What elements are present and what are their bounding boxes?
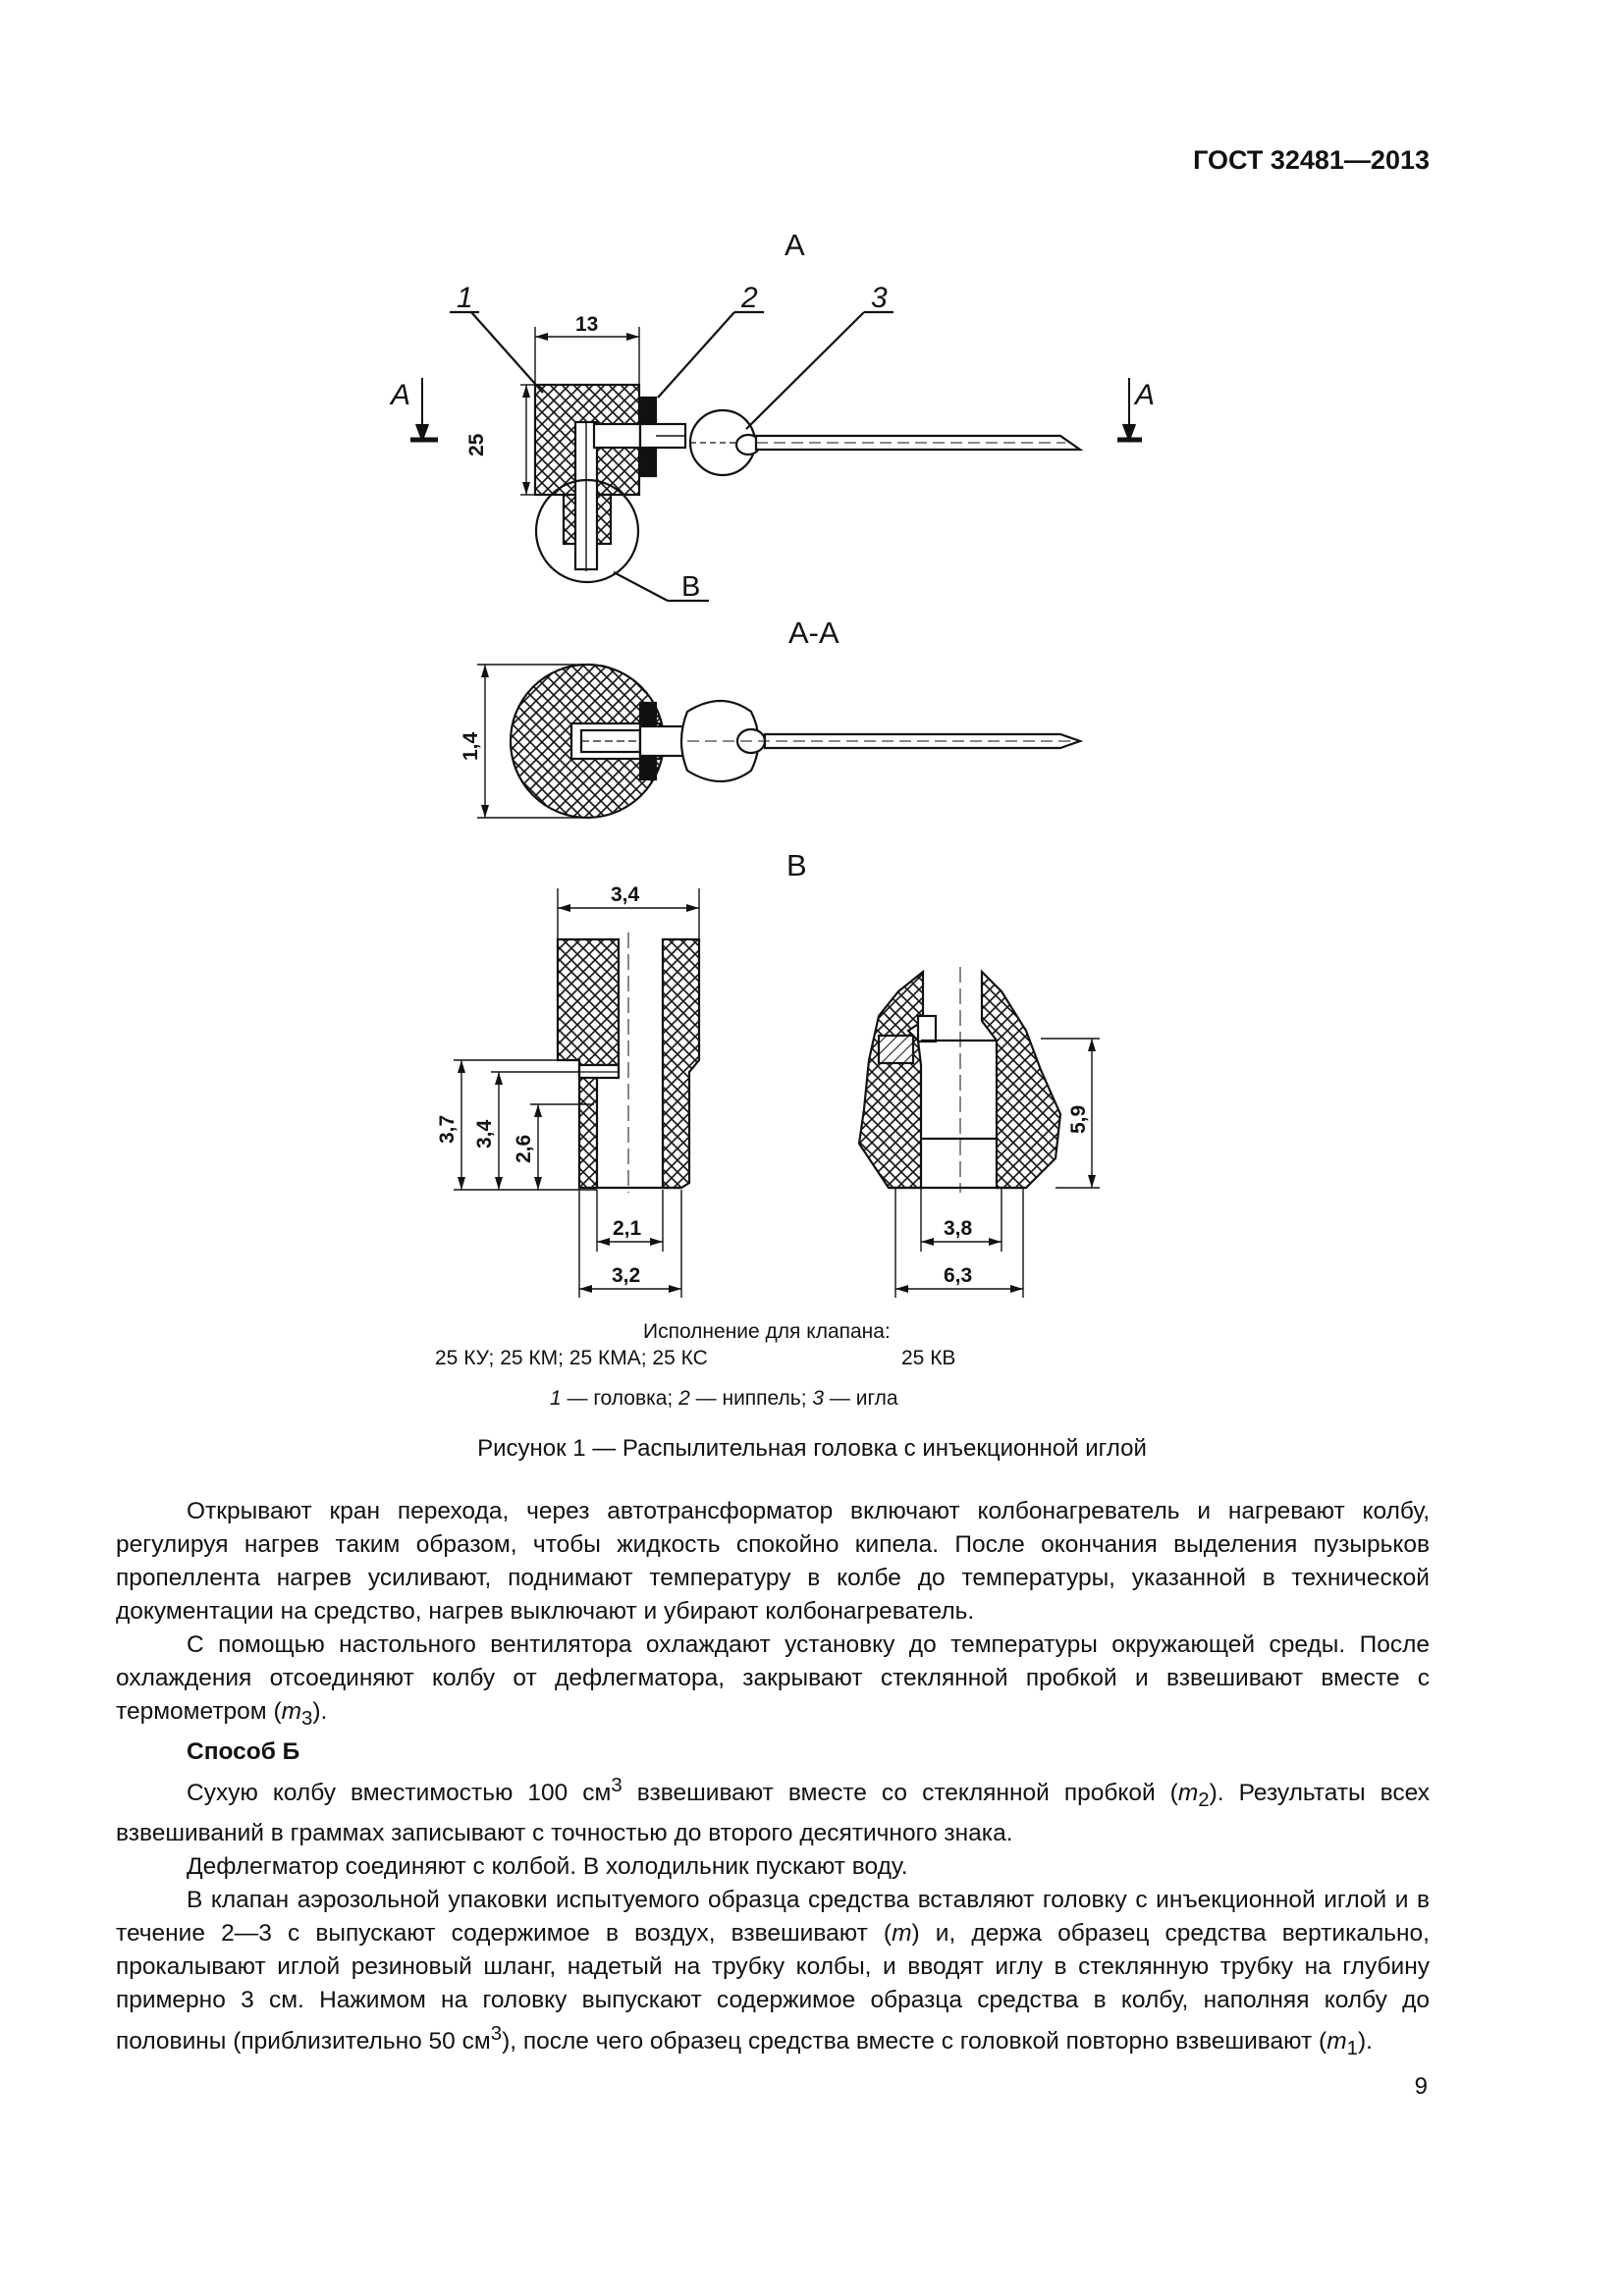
section-mark-a-right: А: [1135, 379, 1156, 411]
p3-sup: 3: [611, 1774, 623, 1796]
view-a-label: А: [785, 228, 805, 262]
b-right-body-left: [859, 972, 923, 1188]
callout-2: 2: [741, 282, 758, 314]
dim-b-inner: 2,1: [613, 1217, 642, 1240]
view-b-label: В: [786, 848, 807, 882]
figure-caption: Рисунок 1 — Распылительная головка с инъекционной иглой: [477, 1435, 1147, 1462]
dim-head-height: 25: [465, 433, 488, 456]
legend-num-3: 3: [812, 1387, 825, 1410]
b-right-body-right: [982, 972, 1060, 1188]
p5-text-a: В клапан аэрозольной упаковки испытуемого образца средства вставляют головку с инъекционной иглой и в течение 2—3 с выпускают содержимое в воздух, взвешивают (: [116, 1886, 1430, 1947]
dim-b-outer: 3,2: [612, 1264, 641, 1287]
p5-text-b: ) и, держа образец средства вертикально, прокалывают иглой резиновый шланг, надетый на трубку колбы, и вводят иглу в стеклянную трубку на глубину примерно 3 см. Нажимом на головку выпускают содержимое образца средства в колбу, наполняя колбу до половины (приблизительно 50 см: [116, 1919, 1430, 2056]
p2-var: m: [281, 1698, 302, 1725]
p5-var-1: m: [892, 1919, 912, 1947]
p3-text-c: ). Результаты всех взвешиваний в граммах записывают с точностью до второго десятичного знака.: [116, 1780, 1430, 1846]
dim-b-h3: 2,6: [513, 1134, 535, 1163]
method-b-heading: Способ Б: [187, 1737, 300, 1765]
paragraph-2: [116, 1629, 1430, 1735]
dim-kv-outer: 6,3: [944, 1264, 973, 1287]
dim-b-h2: 3,4: [473, 1119, 496, 1148]
detail-b-mark: В: [681, 571, 701, 603]
legend-num-1: 1: [550, 1387, 562, 1410]
dim-b-h1: 3,7: [436, 1114, 459, 1144]
p3-text-b: взвешивают вместе со стеклянной пробкой (: [622, 1780, 1178, 1807]
p5-var-2: m: [1326, 2028, 1347, 2056]
dim-head-width: 13: [575, 313, 599, 336]
paragraph-5: [116, 1884, 1430, 2065]
paragraph-4: Дефлегматор соединяют с колбой. В холодильник пускают воду.: [187, 1852, 908, 1880]
legend-text-1: — головка;: [561, 1387, 679, 1410]
p5-sup: 3: [490, 2022, 503, 2045]
legend-text-3: — игла: [824, 1387, 898, 1410]
p5-sub: 1: [1346, 2037, 1358, 2059]
page-number: 9: [1414, 2073, 1428, 2100]
p3-text-a: Сухую колбу вместимостью 100 см: [187, 1780, 612, 1807]
callout-3: 3: [871, 282, 888, 314]
p3-sub: 2: [1198, 1789, 1210, 1811]
callout-1: 1: [457, 282, 473, 314]
standard-number: ГОСТ 32481—2013: [1193, 145, 1430, 175]
dim-kv-inner: 3,8: [944, 1217, 973, 1240]
legend-num-2: 2: [678, 1387, 690, 1410]
variant-right: 25 КВ: [901, 1347, 956, 1369]
p5-text-d: ).: [1357, 2028, 1373, 2056]
p3-var: m: [1177, 1780, 1199, 1807]
paragraph-1: Открывают кран перехода, через автотрансформатор включают колбонагреватель и нагревают колбу, регулируя нагрев таким образом, чтобы жидкость спокойно кипела. После окончания выделения пузырьков пропеллента нагрев усиливают, поднимают температуру в колбе до температуры, указанной в технической документации на средство, нагрев выключают и убирают колбонагреватель.: [116, 1498, 1430, 1625]
variant-title: Исполнение для клапана:: [643, 1320, 891, 1343]
variant-left: 25 КУ; 25 КМ; 25 КМА; 25 КС: [435, 1347, 708, 1369]
dim-b-top-width: 3,4: [611, 883, 640, 906]
paragraph-3: [116, 1769, 1430, 1850]
dim-aa-height: 1,4: [460, 731, 482, 761]
b-right-insert: [879, 1036, 913, 1063]
p2-text-b: ).: [312, 1698, 328, 1725]
b-left-body-right: [663, 939, 699, 1188]
view-aa-label: А-А: [788, 615, 839, 650]
section-mark-a-left: А: [391, 379, 411, 411]
body-text: [116, 1495, 1430, 2065]
b-left-body-left: [558, 939, 619, 1188]
p5-text-c: ), после чего образец средства вместе с головкой повторно взвешивают (: [502, 2028, 1327, 2056]
legend-text-2: — ниппель;: [689, 1387, 813, 1410]
p2-sub: 3: [301, 1707, 313, 1730]
dim-kv-height: 5,9: [1067, 1104, 1090, 1134]
figure-legend: [550, 1387, 898, 1411]
p2-text-a: С помощью настольного вентилятора охлаждают установку до температуры окружающей среды. После охлаждения отсоединяют колбу от дефлегматора, закрывают стеклянной пробкой и взвешивают вместе с термометром (: [116, 1631, 1430, 1725]
